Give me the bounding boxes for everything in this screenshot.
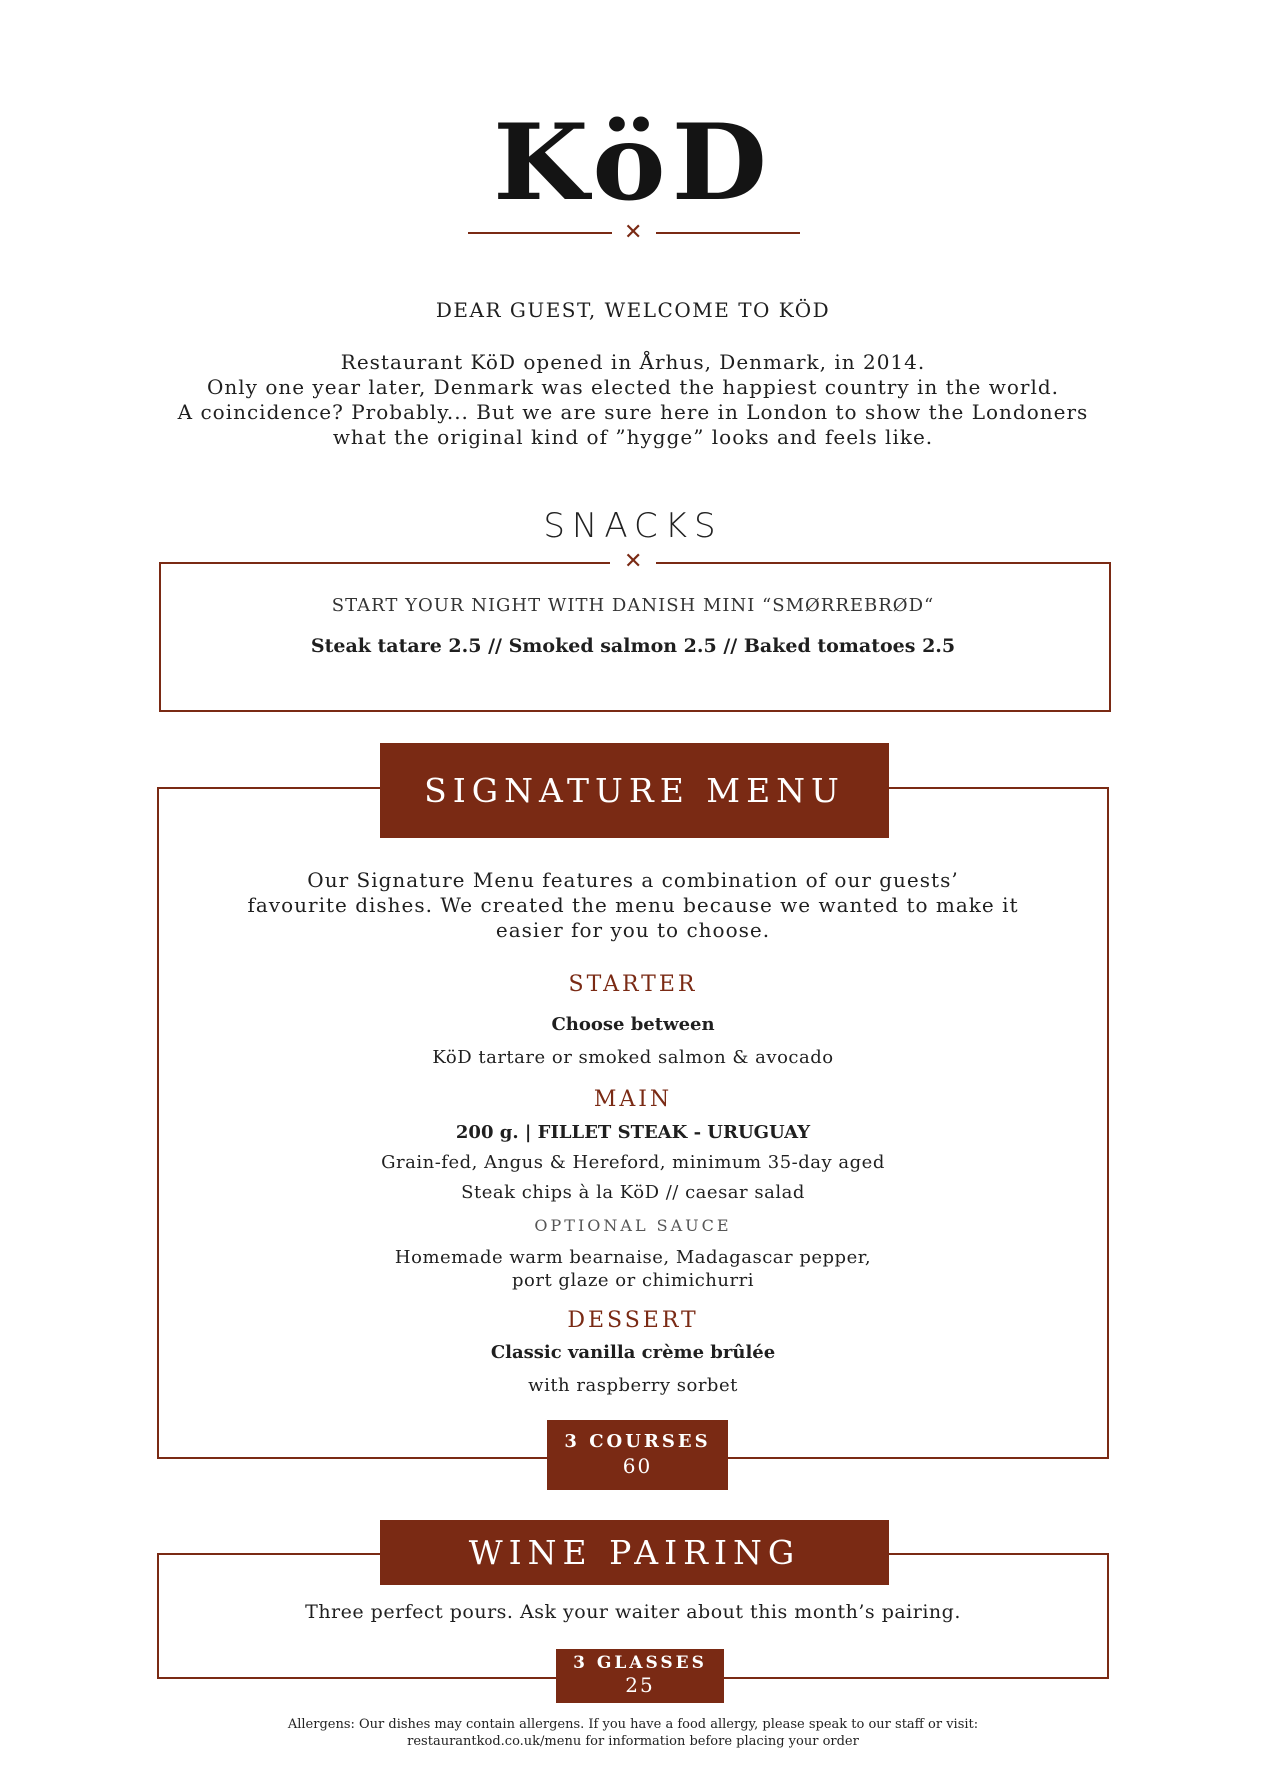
signature-price-value: 60: [622, 1454, 653, 1478]
sauce-line-2: port glaze or chimichurri: [512, 1270, 754, 1291]
starter-heading: STARTER: [568, 972, 698, 997]
welcome-title: DEAR GUEST, WELCOME TO KÖD: [435, 298, 831, 322]
welcome-text: [0, 350, 1266, 450]
signature-title: SIGNATURE MENU: [424, 771, 845, 810]
main-heading: MAIN: [593, 1087, 673, 1112]
main-desc-2: Steak chips à la KöD // caesar salad: [461, 1182, 805, 1203]
allergens-note: [0, 1716, 1266, 1750]
starter-options: KöD tartare or smoked salmon & avocado: [432, 1047, 834, 1068]
welcome-line: Only one year later, Denmark was elected the happiest country in the world.: [206, 375, 1060, 399]
snacks-items: Steak tatare 2.5 // Smoked salmon 2.5 // Baked tomatoes 2.5: [310, 635, 956, 657]
wine-banner: [380, 1520, 889, 1585]
allergens-line: restaurantkod.co.uk/menu for information before placing your order: [407, 1734, 859, 1749]
signature-banner: [380, 743, 889, 838]
main-desc-1: Grain-fed, Angus & Hereford, minimum 35-day aged: [381, 1152, 885, 1173]
welcome-line: A coincidence? Probably... But we are sure here in London to show the Londoners: [177, 400, 1089, 424]
wine-text: Three perfect pours. Ask your waiter about this month’s pairing.: [305, 1601, 961, 1623]
wine-title: WINE PAIRING: [468, 1533, 801, 1572]
logo-divider-left: [468, 232, 612, 234]
dessert-desc: with raspberry sorbet: [528, 1375, 738, 1396]
signature-intro-line: easier for you to choose.: [495, 918, 771, 942]
wine-price-badge: [556, 1649, 724, 1703]
wine-price-label: 3 GLASSES: [573, 1653, 707, 1673]
brand-logo: KöD: [493, 101, 773, 224]
sauce-heading: OPTIONAL SAUCE: [534, 1216, 732, 1235]
snacks-subtitle: START YOUR NIGHT WITH DANISH MINI “SMØRREBRØD“: [331, 595, 935, 616]
signature-price-badge: [547, 1420, 728, 1490]
signature-price-label: 3 COURSES: [564, 1431, 711, 1452]
main-dish: 200 g. | FILLET STEAK - URUGUAY: [455, 1122, 811, 1143]
dessert-heading: DESSERT: [567, 1308, 699, 1333]
cross-icon: ✕: [624, 549, 643, 574]
sauce-line-1: Homemade warm bearnaise, Madagascar pepper,: [394, 1247, 872, 1268]
signature-intro-line: favourite dishes. We created the menu because we wanted to make it: [247, 893, 1019, 917]
signature-intro-line: Our Signature Menu features a combination of our guests’: [307, 868, 959, 892]
wine-price-value: 25: [625, 1673, 655, 1697]
welcome-line: Restaurant KöD opened in Århus, Denmark, in 2014.: [340, 350, 926, 374]
signature-intro: [0, 868, 1266, 943]
dessert-dish: Classic vanilla crème brûlée: [490, 1342, 776, 1363]
allergens-line: Allergens: Our dishes may contain allergens. If you have a food allergy, please speak to our staff or visit:: [287, 1717, 979, 1732]
welcome-line: what the original kind of ”hygge” looks and feels like.: [332, 425, 934, 449]
cross-icon: ✕: [624, 220, 643, 245]
starter-choose: Choose between: [551, 1014, 715, 1035]
logo-divider-right: [656, 232, 800, 234]
snacks-title: SNACKS: [543, 506, 723, 546]
